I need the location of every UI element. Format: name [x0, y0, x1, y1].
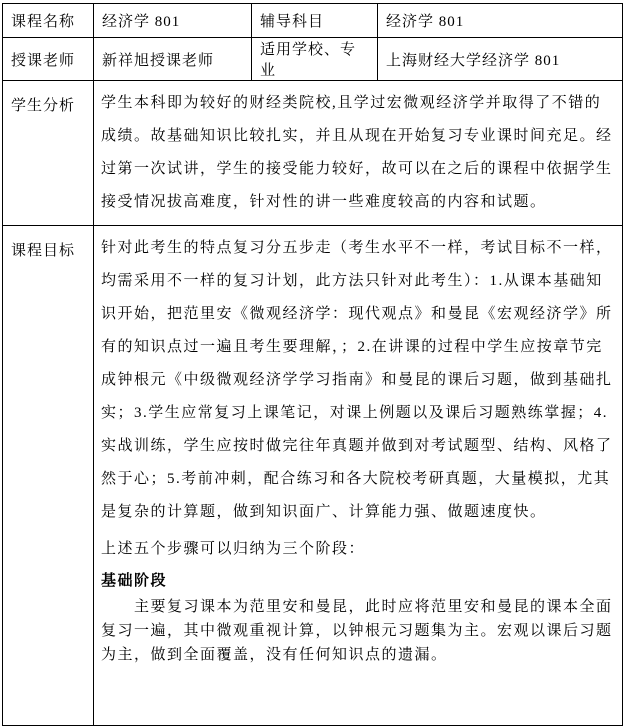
stage-basic-paragraph: 主要复习课本为范里安和曼昆，此时应将范里安和曼昆的课本全面复习一遍，其中微观重视计算，以钟根元习题集为主。宏观以课后习题为主，做到全面覆盖，没有任何知识点的遗漏。 — [101, 599, 613, 663]
school-major-value: 上海财经大学经济学 801 — [378, 38, 623, 81]
stage-basic-heading: 基础阶段 — [101, 573, 168, 589]
course-goal-summary-paragraph: 上述五个步骤可以归纳为三个阶段： — [101, 541, 366, 557]
course-goal-content — [94, 226, 623, 726]
course-name-value: 经济学 801 — [94, 4, 252, 38]
table-row-teacher — [3, 38, 623, 81]
student-analysis-content — [94, 81, 623, 226]
table-row-student-analysis — [3, 81, 623, 226]
tutoring-subject-value: 经济学 801 — [378, 4, 623, 38]
teacher-label: 授课老师 — [3, 38, 94, 81]
course-info-table — [2, 3, 623, 726]
tutoring-subject-label: 辅导科目 — [252, 4, 378, 38]
course-goal-steps-paragraph: 针对此考生的特点复习分五步走（考生水平不一样，考试目标不一样，均需采用不一样的复习计划，此方法只针对此考生）：1.从课本基础知识开始，把范里安《微观经济学：现代观点》和曼昆《宏观经济学》所有的知识点过一遍且考生要理解，；2.在讲课的过程中学生应按章节完成钟根元《中级微观经济学学习指南》和曼昆的课后习题，做到基础扎实；3.学生应常复习上课笔记，对课上例题以及课后习题熟练掌握；4.实战训练，学生应按时做完往年真题并做到对考试题型、结构、风格了然于心；5.考前冲刺，配合练习和各大院校考研真题，大量模拟，尤其是复杂的计算题，做到知识面广、计算能力强、做题速度快。 — [101, 240, 613, 520]
student-analysis-text: 学生本科即为较好的财经类院校,且学过宏微观经济学并取得了不错的成绩。故基础知识比较扎实，并且从现在开始复习专业课时间充足。经过第一次试讲，学生的接受能力较好，故可以在之后的课程中依据学生接受情况拔高难度，针对性的讲一些难度较高的内容和试题。 — [101, 95, 613, 210]
table-row-course-goal — [3, 226, 623, 726]
course-name-label: 课程名称 — [3, 4, 94, 38]
table-row-course-name — [3, 4, 623, 38]
student-analysis-label: 学生分析 — [3, 81, 94, 226]
teacher-value: 新祥旭授课老师 — [94, 38, 252, 81]
course-goal-label: 课程目标 — [3, 226, 94, 726]
school-major-label: 适用学校、专业 — [252, 38, 378, 81]
